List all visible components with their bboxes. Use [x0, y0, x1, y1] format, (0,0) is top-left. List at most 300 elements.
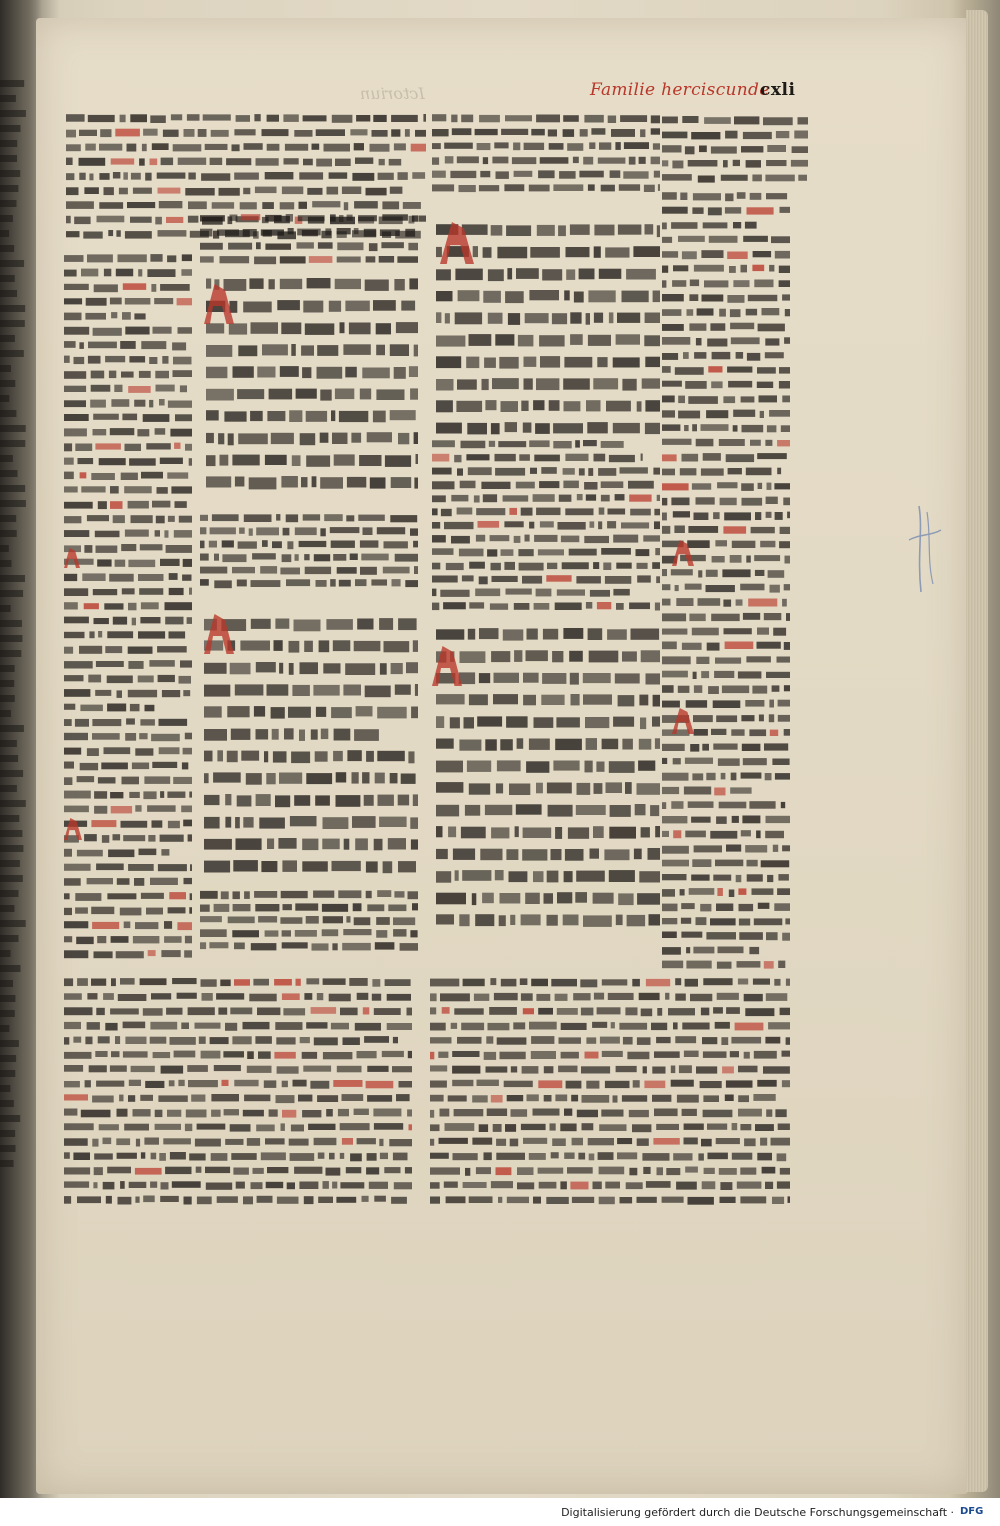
ink-word — [237, 580, 247, 587]
ink-word — [702, 1181, 716, 1189]
ink-word — [701, 1139, 712, 1147]
ink-word — [280, 256, 306, 263]
ink-word — [719, 1168, 737, 1175]
ink-word — [698, 176, 715, 183]
ink-word — [599, 1167, 625, 1175]
ink-word — [395, 554, 418, 562]
ink-word — [355, 1023, 381, 1031]
ink-word — [352, 772, 359, 783]
ink-word — [685, 584, 702, 590]
ink-word — [179, 676, 192, 684]
ink-word — [330, 214, 336, 221]
ink-word — [359, 455, 381, 466]
ink-word — [658, 184, 660, 191]
ink-word — [476, 508, 505, 515]
ink-word — [64, 849, 72, 857]
ink-word — [231, 729, 251, 740]
ink-word — [657, 225, 660, 237]
ink-word — [122, 588, 135, 594]
ink-word — [609, 827, 636, 839]
ink-word — [135, 748, 153, 755]
ink-word — [172, 342, 186, 350]
ink-word — [634, 849, 642, 860]
ink-word — [74, 357, 85, 364]
ink-word — [581, 1008, 594, 1016]
ink-word — [715, 860, 743, 867]
ink-word — [662, 569, 667, 576]
ink-word — [622, 1095, 647, 1102]
ink-word — [500, 1052, 526, 1060]
ink-word — [307, 188, 322, 195]
ink-word — [354, 641, 381, 651]
ink-word — [374, 1008, 401, 1015]
ink-word — [570, 673, 579, 685]
ink-word — [754, 280, 773, 288]
ink-word — [169, 588, 184, 595]
ink-word — [457, 156, 479, 163]
ink-word — [289, 641, 300, 653]
ink-word — [662, 947, 681, 955]
ink-word — [262, 540, 268, 547]
ink-word — [524, 357, 537, 367]
ink-word — [171, 486, 192, 493]
ink-word — [366, 1167, 379, 1174]
ink-word — [354, 1109, 369, 1115]
ink-word — [110, 298, 122, 305]
ink-word — [113, 834, 121, 840]
ink-word — [685, 1167, 698, 1173]
ink-word — [91, 820, 116, 827]
ink-word — [461, 115, 473, 123]
ink-word — [243, 302, 272, 313]
ink-word — [138, 631, 165, 638]
ink-word — [152, 501, 170, 508]
ink-word — [283, 114, 298, 122]
ink-word — [752, 686, 767, 694]
ink-word — [623, 171, 648, 178]
ink-word — [779, 280, 790, 287]
ink-word — [467, 761, 491, 772]
ink-word — [432, 522, 440, 529]
ink-word — [352, 173, 374, 181]
ink-word — [617, 313, 640, 323]
ink-word — [364, 1036, 389, 1043]
ink-word — [64, 602, 78, 609]
ink-word — [722, 1066, 734, 1073]
ink-word — [168, 401, 192, 408]
ink-word — [593, 562, 599, 569]
ink-word — [765, 1037, 780, 1044]
ink-word — [581, 1066, 610, 1073]
ink-word — [177, 993, 197, 999]
ink-word — [469, 1196, 493, 1203]
ink-word — [782, 933, 790, 941]
ink-word — [393, 1153, 408, 1161]
ink-word — [201, 979, 217, 987]
ink-word — [317, 367, 343, 379]
ink-word — [133, 188, 152, 194]
ink-word — [64, 864, 91, 871]
ink-word — [234, 129, 255, 135]
ink-word — [204, 751, 213, 762]
ink-word — [125, 530, 149, 537]
ink-word — [128, 1095, 135, 1102]
ink-word — [772, 759, 789, 766]
ink-word — [764, 743, 788, 750]
ink-word — [569, 549, 597, 556]
ink-word — [657, 495, 660, 501]
ink-word — [99, 1124, 119, 1130]
ink-word — [382, 1051, 404, 1057]
ink-word — [662, 802, 666, 809]
ink-word — [766, 193, 787, 199]
ink-word — [323, 916, 343, 923]
ink-word — [282, 1081, 288, 1088]
ink-word — [638, 761, 655, 771]
ink-word — [598, 1152, 614, 1160]
ink-word — [732, 1123, 738, 1130]
ink-word — [289, 1139, 309, 1146]
ink-word — [623, 1037, 633, 1045]
ink-word — [66, 216, 71, 224]
ink-word — [662, 309, 681, 316]
ink-word — [303, 159, 313, 166]
ink-word — [282, 187, 303, 195]
ink-word — [347, 750, 361, 761]
ink-word — [455, 312, 482, 324]
ink-word — [731, 729, 744, 736]
ink-word — [486, 1036, 493, 1043]
ink-word — [160, 458, 183, 464]
ink-word — [747, 207, 774, 214]
ink-word — [139, 371, 151, 378]
ink-word — [662, 237, 672, 243]
ink-word — [64, 719, 72, 726]
ink-word — [605, 1081, 630, 1088]
ink-word — [80, 763, 98, 770]
ink-word — [733, 425, 738, 431]
ink-word — [452, 128, 472, 135]
ink-word — [642, 1153, 669, 1161]
ink-word — [64, 878, 81, 886]
ink-word — [143, 414, 170, 422]
ink-word — [675, 367, 704, 375]
ink-word — [450, 171, 476, 178]
ink-word — [613, 1095, 618, 1102]
ink-word — [355, 838, 368, 850]
ink-word — [761, 860, 790, 867]
ink-word — [567, 143, 583, 151]
ink-word — [522, 1066, 539, 1074]
ink-word — [265, 244, 291, 250]
ink-word — [171, 114, 182, 120]
ink-word — [460, 481, 476, 489]
ink-word — [264, 1080, 277, 1088]
ink-word — [722, 686, 749, 694]
ink-word — [233, 891, 240, 899]
ink-word — [662, 860, 689, 867]
ink-word — [563, 129, 575, 137]
ink-word — [324, 144, 351, 152]
ink-word — [323, 1052, 353, 1059]
ink-word — [749, 947, 759, 954]
ink-word — [684, 787, 711, 795]
ink-word — [476, 535, 485, 542]
ink-word — [690, 280, 699, 287]
ink-word — [559, 1037, 582, 1043]
ink-word — [765, 338, 779, 345]
ink-word — [654, 509, 660, 516]
ink-word — [507, 268, 512, 279]
ink-word — [662, 145, 682, 152]
ink-word — [479, 115, 500, 122]
ink-word — [144, 776, 170, 784]
ink-word — [641, 1009, 653, 1017]
ink-word — [432, 114, 446, 121]
ink-word — [708, 207, 722, 215]
ink-word — [206, 1183, 232, 1190]
ink-word — [327, 187, 339, 195]
ink-word — [64, 921, 88, 928]
ink-word — [530, 247, 560, 258]
ink-word — [459, 185, 476, 192]
ink-word — [342, 1094, 364, 1101]
ink-word — [564, 1153, 574, 1159]
ink-word — [506, 225, 531, 236]
ink-word — [779, 367, 790, 374]
ink-word — [757, 453, 787, 459]
ink-word — [77, 1196, 101, 1203]
ink-word — [616, 334, 640, 344]
ink-word — [340, 1123, 370, 1130]
ink-word — [358, 515, 385, 521]
ink-word — [94, 806, 107, 814]
ink-word — [183, 690, 190, 696]
ink-word — [609, 761, 635, 773]
ink-word — [662, 961, 683, 969]
ink-word — [410, 817, 418, 829]
ink-word — [691, 817, 711, 823]
ink-word — [497, 1037, 527, 1044]
ink-word — [232, 144, 240, 151]
ink-word — [195, 1139, 221, 1147]
ink-word — [628, 481, 654, 489]
ink-word — [343, 1037, 360, 1045]
ink-word — [185, 936, 192, 944]
ink-word — [125, 298, 151, 305]
ink-word — [226, 158, 251, 165]
ink-word — [357, 1051, 377, 1058]
ink-word — [747, 860, 758, 867]
ink-word — [201, 173, 230, 181]
ink-word — [75, 893, 101, 901]
ink-word — [323, 817, 349, 829]
ink-word — [540, 521, 554, 527]
ink-word — [107, 631, 133, 638]
ink-word — [491, 651, 510, 662]
ink-word — [662, 744, 685, 751]
ink-word — [282, 860, 297, 872]
ink-word — [637, 893, 660, 905]
ink-word — [529, 739, 550, 750]
ink-word — [217, 1196, 238, 1203]
main-text-column-right — [432, 114, 660, 927]
ink-word — [307, 278, 331, 288]
ink-word — [133, 936, 160, 943]
ink-word — [646, 979, 670, 986]
ink-word — [462, 224, 488, 235]
ink-word — [746, 309, 757, 316]
ink-word — [184, 1197, 192, 1205]
ink-word — [240, 202, 257, 209]
ink-word — [520, 978, 528, 985]
ink-word — [158, 864, 187, 871]
ink-word — [575, 440, 580, 447]
ink-word — [706, 570, 718, 577]
ink-word — [122, 312, 131, 320]
ink-word — [362, 368, 390, 379]
ink-word — [306, 455, 330, 466]
ink-word — [87, 254, 113, 262]
ink-word — [162, 690, 180, 697]
ink-word — [569, 651, 583, 662]
ink-word — [132, 618, 136, 626]
ink-word — [256, 527, 279, 535]
ink-word — [79, 130, 97, 136]
ink-word — [312, 943, 329, 950]
ink-word — [66, 114, 85, 122]
ink-word — [727, 295, 744, 303]
ink-word — [662, 773, 689, 781]
ink-word — [283, 904, 292, 910]
ink-word — [178, 1080, 184, 1086]
ink-word — [444, 1182, 458, 1188]
ink-word — [200, 527, 206, 534]
ink-word — [340, 1182, 364, 1188]
ink-word — [129, 458, 156, 465]
ink-word — [64, 908, 72, 915]
ink-word — [741, 396, 755, 402]
running-title: Familie herciscunde — [590, 80, 770, 100]
ink-word — [774, 979, 780, 986]
ink-word — [140, 617, 160, 623]
ink-word — [308, 1124, 335, 1130]
ink-word — [496, 171, 509, 179]
ink-word — [608, 116, 616, 124]
ink-word — [777, 657, 791, 663]
ink-word — [261, 1152, 286, 1160]
ink-word — [432, 535, 446, 542]
ink-word — [652, 562, 660, 569]
ink-word — [269, 279, 275, 289]
ink-word — [743, 613, 760, 620]
ink-word — [379, 256, 394, 263]
ink-word — [64, 255, 84, 262]
ink-word — [393, 917, 415, 925]
ink-word — [147, 805, 176, 812]
ink-word — [742, 744, 761, 751]
ink-word — [399, 1081, 413, 1088]
ink-word — [439, 1138, 468, 1144]
ink-word — [141, 602, 159, 609]
ink-word — [210, 158, 223, 165]
ink-word — [709, 236, 738, 243]
ink-word — [276, 1037, 295, 1044]
ink-word — [170, 1152, 186, 1160]
ink-word — [523, 695, 536, 706]
ink-word — [98, 777, 116, 783]
ink-word — [249, 528, 253, 535]
ink-word — [396, 322, 418, 333]
ink-word — [538, 1080, 562, 1088]
ink-word — [185, 733, 192, 740]
ink-word — [146, 443, 171, 449]
ink-word — [333, 640, 351, 651]
ink-word — [228, 433, 234, 445]
ink-word — [251, 322, 279, 334]
ink-word — [602, 739, 619, 750]
ink-word — [577, 1110, 598, 1118]
ink-word — [98, 631, 102, 638]
ink-word — [492, 157, 508, 164]
ink-word — [436, 849, 448, 859]
ink-word — [185, 444, 192, 451]
ink-word — [690, 744, 699, 752]
ink-word — [97, 559, 111, 566]
ink-word — [759, 395, 778, 402]
ink-word — [349, 978, 367, 986]
ink-word — [241, 214, 260, 220]
ink-word — [652, 1067, 665, 1074]
ink-word — [668, 1008, 695, 1015]
ink-word — [488, 313, 503, 324]
ink-word — [244, 143, 263, 150]
ink-word — [495, 454, 516, 461]
ink-word — [339, 580, 351, 587]
ink-word — [680, 468, 697, 475]
ink-word — [461, 1023, 484, 1030]
ink-word — [297, 229, 321, 236]
ink-word — [757, 1080, 776, 1087]
ink-word — [306, 916, 319, 924]
ink-word — [767, 425, 777, 432]
ink-word — [212, 514, 239, 521]
ink-word — [662, 483, 689, 490]
ink-word — [333, 751, 343, 761]
ink-word — [551, 1152, 559, 1158]
ink-word — [379, 159, 385, 165]
ink-word — [662, 642, 677, 650]
ink-word — [640, 718, 646, 730]
ink-word — [150, 1182, 157, 1188]
ink-word — [365, 686, 391, 698]
ink-word — [188, 1007, 215, 1015]
ink-word — [782, 599, 787, 607]
ink-word — [189, 588, 192, 595]
ink-word — [405, 129, 410, 137]
ink-word — [144, 1138, 159, 1145]
ink-word — [448, 827, 456, 838]
ink-word — [462, 575, 474, 581]
ink-word — [749, 801, 775, 809]
ink-word — [594, 225, 614, 236]
ink-word — [653, 468, 660, 475]
ink-word — [211, 130, 229, 137]
ink-word — [662, 701, 680, 708]
ink-word — [599, 1124, 626, 1131]
ink-word — [340, 322, 345, 333]
ink-word — [436, 826, 443, 837]
